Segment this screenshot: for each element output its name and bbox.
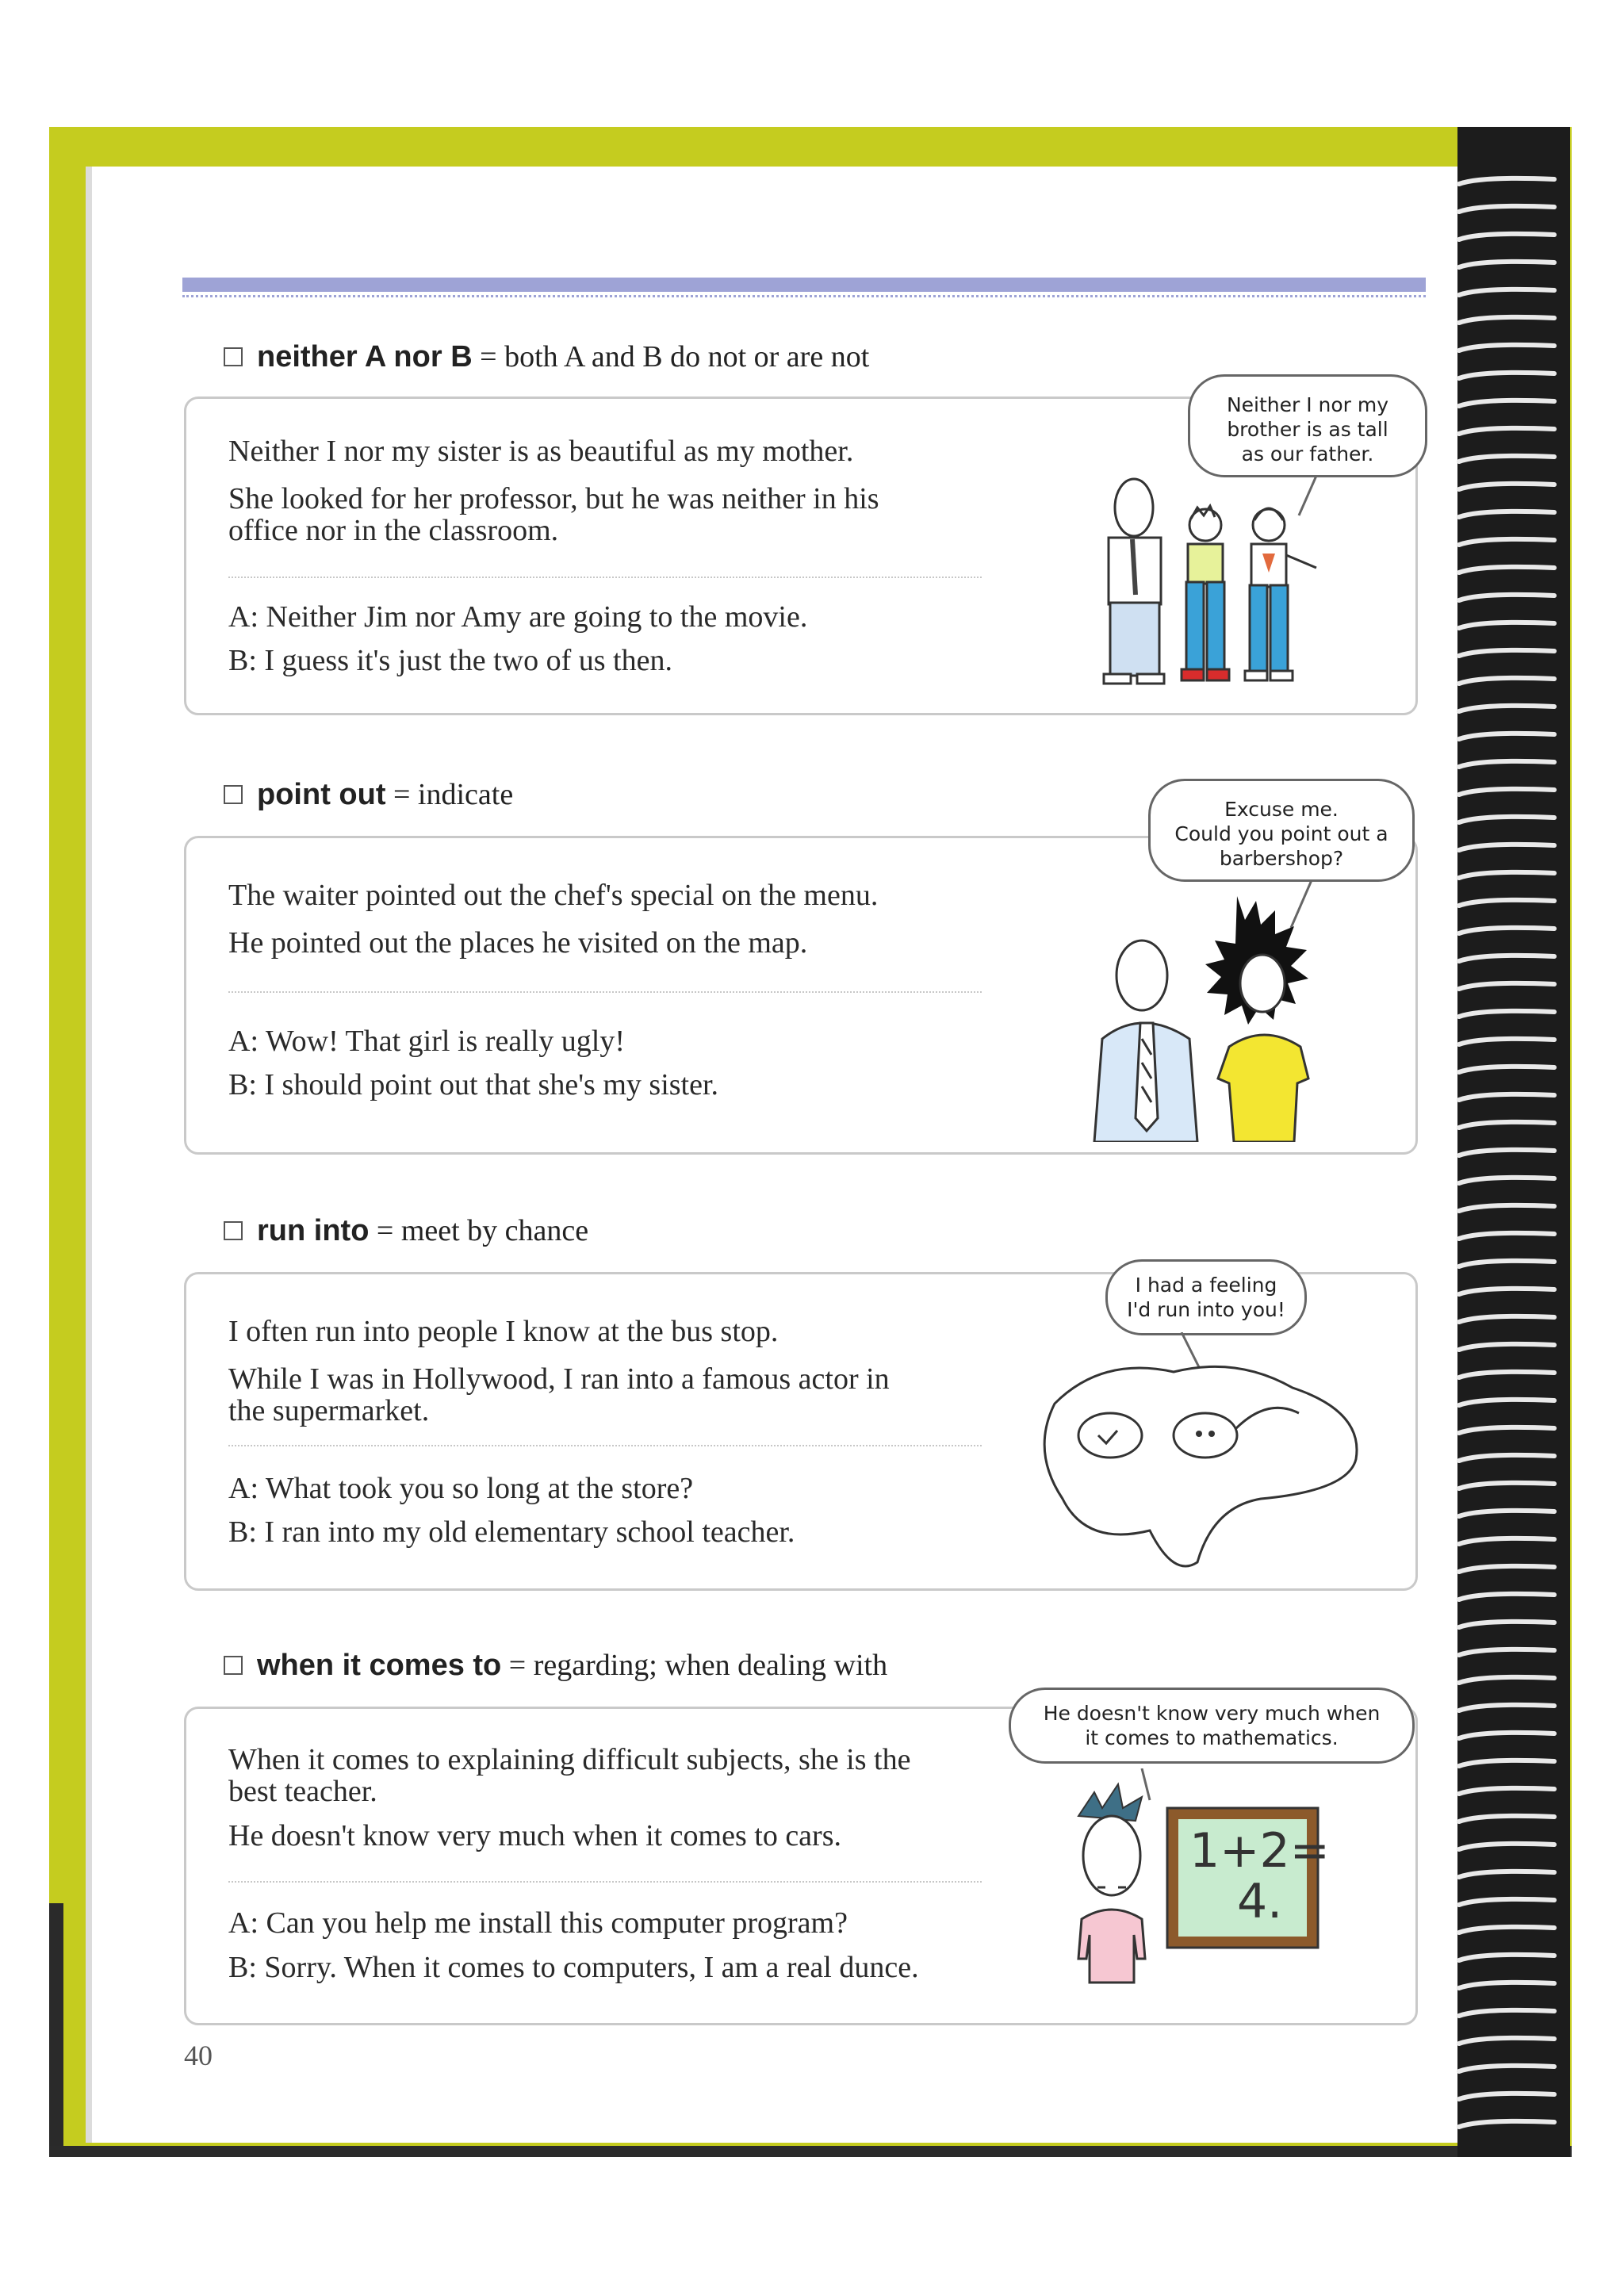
example-sentence: the supermarket.	[228, 1394, 430, 1427]
spiral-coil	[1450, 1368, 1562, 1382]
spiral-coil	[1450, 1812, 1562, 1826]
example-sentence: office nor in the classroom.	[228, 514, 559, 547]
spiral-coil	[1450, 1201, 1562, 1216]
spiral-coil	[1450, 230, 1562, 244]
spiral-coil	[1450, 1562, 1562, 1576]
father-and-kids-illustration	[1086, 476, 1348, 690]
example-sentence: While I was in Hollywood, I ran into a famous actor in	[228, 1362, 890, 1396]
book-edge	[49, 1903, 63, 2157]
spiral-coil	[1450, 1063, 1562, 1077]
spiral-coil	[1450, 1118, 1562, 1132]
dialogue-line: A: Neither Jim nor Amy are going to the movie.	[228, 600, 808, 634]
spiral-coil	[1450, 1868, 1562, 1882]
spiral-coil	[1450, 1229, 1562, 1243]
dialogue-line: B: I should point out that she's my sister.	[228, 1068, 719, 1101]
example-sentence: Neither I nor my sister is as beautiful as my mother.	[228, 435, 854, 468]
section-title-run-into: run into = meet by chance	[224, 1213, 588, 1248]
spiral-coil	[1450, 646, 1562, 661]
dialogue-line: B: I ran into my old elementary school teacher.	[228, 1515, 795, 1549]
spiral-coil	[1450, 1757, 1562, 1771]
example-sentence: best teacher.	[228, 1775, 377, 1808]
spiral-coil	[1450, 1312, 1562, 1327]
checkbox-icon[interactable]	[224, 347, 243, 366]
speech-bubble: He doesn't know very much when it comes to mathematics.	[1009, 1688, 1415, 1764]
spiral-coil	[1450, 2006, 1562, 2021]
spiral-coil	[1450, 1534, 1562, 1549]
spiral-coil	[1450, 1840, 1562, 1854]
example-sentence: When it comes to explaining difficult subjects, she is the	[228, 1743, 911, 1776]
spiral-coil	[1450, 1645, 1562, 1660]
spiral-coil	[1450, 1784, 1562, 1799]
spiral-coil	[1450, 369, 1562, 383]
speech-bubble: I had a feeling I'd run into you!	[1105, 1259, 1307, 1335]
spiral-coil	[1450, 1979, 1562, 1993]
spiral-coil	[1450, 1729, 1562, 1743]
spiral-coil	[1450, 785, 1562, 799]
example-sentence: He pointed out the places he visited on the map.	[228, 926, 808, 960]
spiral-coil	[1450, 591, 1562, 605]
spiral-coil	[1450, 1618, 1562, 1632]
spiral-coil	[1450, 730, 1562, 744]
spiral-coil	[1450, 1285, 1562, 1299]
book-bottom-edge	[49, 2146, 1572, 2157]
spiral-coil	[1450, 1174, 1562, 1188]
spiral-coil	[1450, 813, 1562, 827]
spiral-coil	[1450, 868, 1562, 883]
speech-bubble: Neither I nor my brother is as tall as our father.	[1188, 374, 1427, 477]
spiral-coil	[1450, 1423, 1562, 1438]
spiral-coil	[1450, 563, 1562, 577]
spiral-coil	[1450, 1035, 1562, 1049]
spiral-coil	[1450, 1090, 1562, 1105]
cells-meeting-illustration	[1023, 1332, 1372, 1570]
spiral-coil	[1450, 1701, 1562, 1715]
spiral-coil	[1450, 452, 1562, 466]
dotted-separator	[228, 577, 982, 578]
spiral-coil	[1450, 1479, 1562, 1493]
header-dotted-line	[182, 295, 1426, 297]
dialogue-line: B: I guess it's just the two of us then.	[228, 644, 672, 677]
spiral-coil	[1450, 1257, 1562, 1271]
spiral-coil	[1450, 285, 1562, 300]
spiral-coil	[1450, 424, 1562, 439]
example-sentence: He doesn't know very much when it comes to cars.	[228, 1819, 841, 1852]
spiral-coil	[1450, 841, 1562, 855]
spiral-coil	[1450, 1923, 1562, 1937]
spiral-coil	[1450, 535, 1562, 550]
example-sentence: I often run into people I know at the bus stop.	[228, 1315, 779, 1348]
spiral-coil	[1450, 1590, 1562, 1604]
checkbox-icon[interactable]	[224, 1221, 243, 1240]
spiral-coil	[1450, 397, 1562, 411]
spiral-coil	[1450, 757, 1562, 772]
spiral-coil	[1450, 1951, 1562, 1965]
spiral-coil	[1450, 174, 1562, 189]
dotted-separator	[228, 1445, 982, 1446]
spiral-coil	[1450, 1396, 1562, 1410]
spiral-coil	[1450, 896, 1562, 910]
dialogue-line: A: Can you help me install this computer program?	[228, 1906, 848, 1940]
header-rule	[182, 278, 1426, 292]
spiral-coil	[1450, 674, 1562, 688]
spiral-coil	[1450, 924, 1562, 938]
dotted-separator	[228, 1881, 982, 1883]
spiral-coil	[1450, 202, 1562, 216]
spiral-coil	[1450, 1146, 1562, 1160]
spiral-coil	[1450, 1507, 1562, 1521]
checkbox-icon[interactable]	[224, 785, 243, 804]
spiral-coil	[1450, 702, 1562, 716]
example-sentence: The waiter pointed out the chef's special on the menu.	[228, 879, 879, 912]
spiral-coil	[1450, 2034, 1562, 2048]
spiral-coil	[1450, 1673, 1562, 1688]
spiral-coil	[1450, 952, 1562, 966]
spiral-coil	[1450, 508, 1562, 522]
spiral-coil	[1450, 341, 1562, 355]
example-sentence: She looked for her professor, but he was neither in his	[228, 482, 879, 515]
spiral-coil	[1450, 619, 1562, 633]
spiral-coil	[1450, 480, 1562, 494]
section-title-point-out: point out = indicate	[224, 777, 513, 812]
spiral-coil	[1450, 1895, 1562, 1910]
dotted-separator	[228, 991, 982, 993]
section-title-when-it-comes-to: when it comes to = regarding; when dealing with	[224, 1648, 887, 1683]
dialogue-line: A: Wow! That girl is really ugly!	[228, 1025, 626, 1058]
checkbox-icon[interactable]	[224, 1656, 243, 1675]
man-asking-girl-illustration	[1078, 880, 1340, 1142]
dialogue-line: A: What took you so long at the store?	[228, 1472, 694, 1505]
speech-bubble: Excuse me. Could you point out a barbershop?	[1148, 779, 1415, 882]
dialogue-line: B: Sorry. When it comes to computers, I am a real dunce.	[228, 1951, 919, 1984]
spiral-coil	[1450, 979, 1562, 994]
spiral-coil	[1450, 1340, 1562, 1354]
spiral-coil	[1450, 313, 1562, 328]
spiral-coil	[1450, 1007, 1562, 1021]
page-number: 40	[184, 2040, 213, 2071]
spiral-coil	[1450, 2062, 1562, 2076]
spiral-coil	[1450, 2090, 1562, 2104]
spiral-coil	[1450, 258, 1562, 272]
spiral-coil	[1450, 1451, 1562, 1465]
spiral-coil	[1450, 2117, 1562, 2132]
blackboard-text: 1+2= 4.	[1189, 1823, 1330, 1929]
section-title-neither: neither A nor B = both A and B do not or are not	[224, 339, 869, 374]
